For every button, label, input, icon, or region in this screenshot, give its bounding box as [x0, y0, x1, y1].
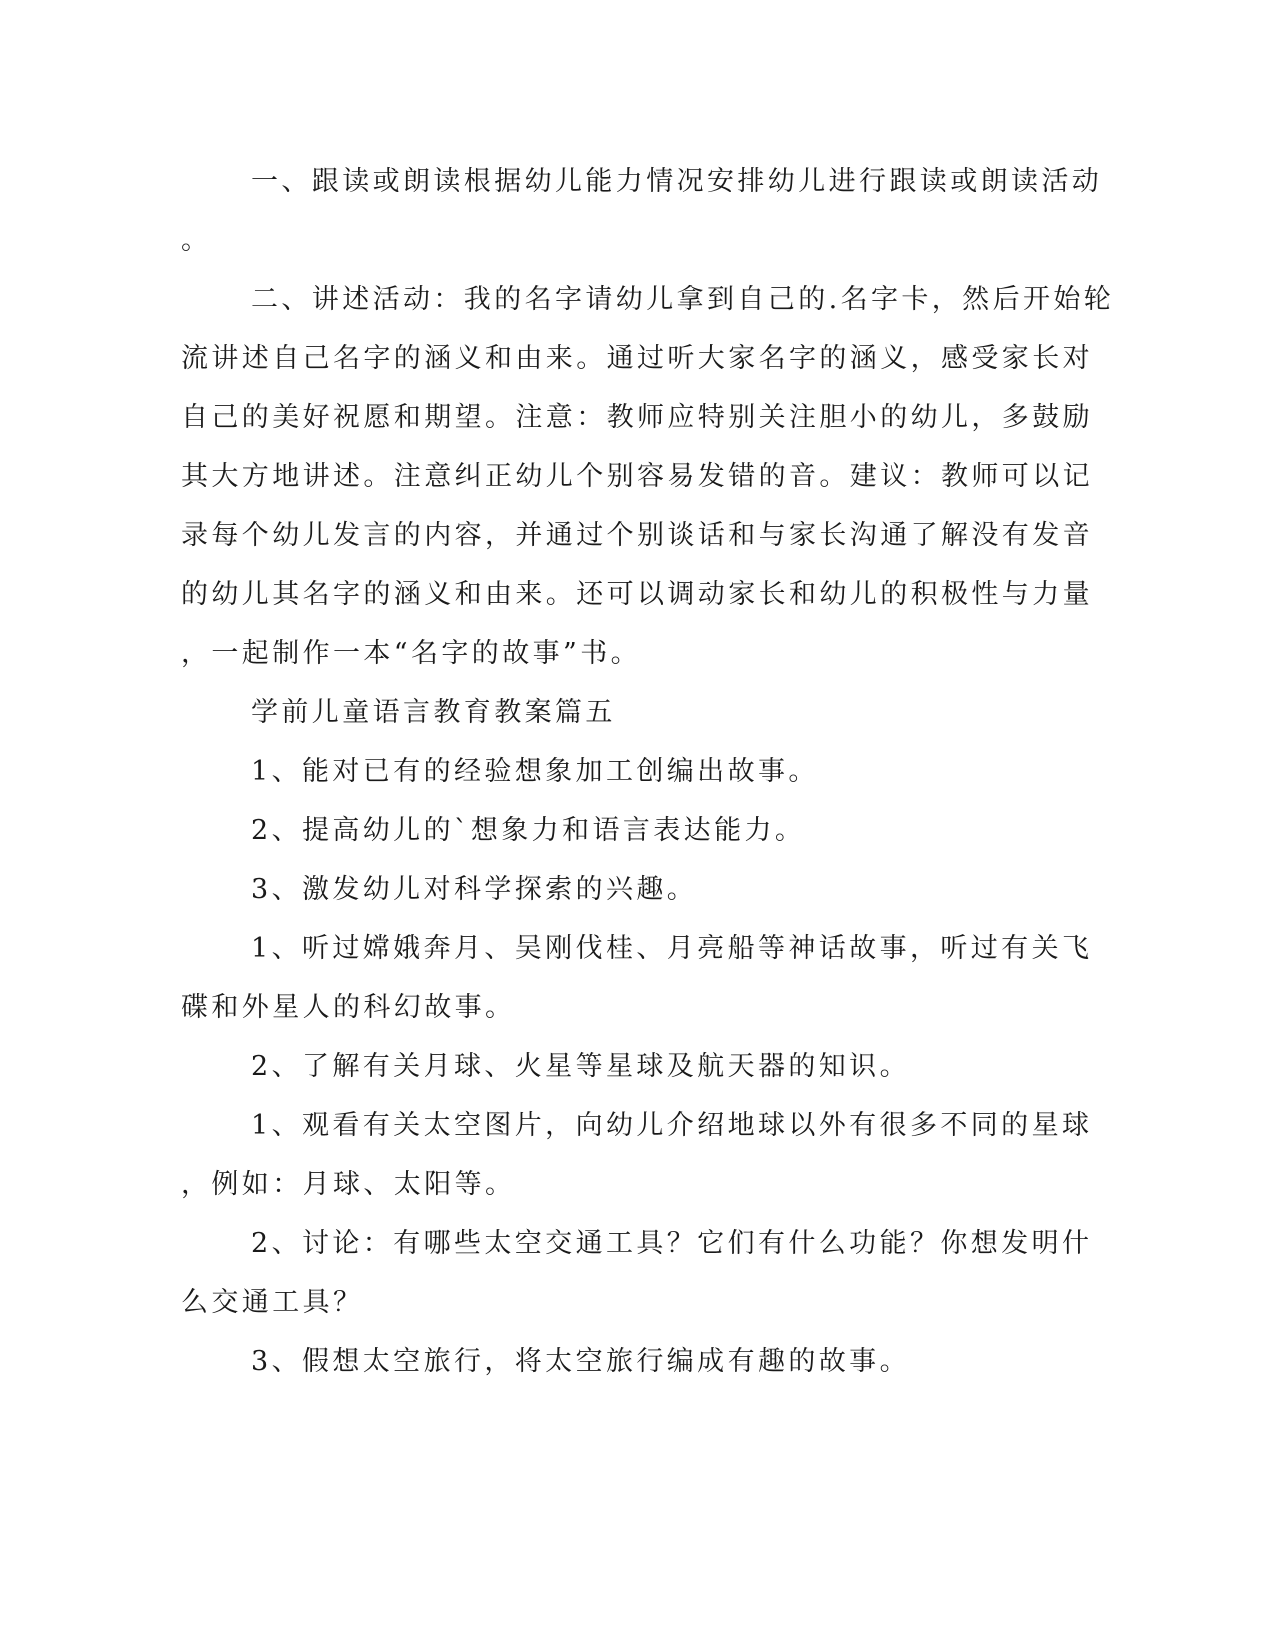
document-page — [181, 152, 1115, 1391]
paragraph-line: 二、讲述活动：我的名字请幼儿拿到自己的.名字卡，然后开始轮 — [251, 284, 1115, 315]
paragraph-line: ，例如：月球、太阳等。 — [181, 1169, 516, 1200]
preparation-item: 2、了解有关月球、火星等星球及航天器的知识。 — [251, 1051, 910, 1082]
preparation-item: 1、听过嫦娥奔月、吴刚伐桂、月亮船等神话故事，听过有关飞 — [251, 933, 1093, 964]
process-item: 3、假想太空旅行，将太空旅行编成有趣的故事。 — [251, 1346, 910, 1377]
process-item: 2、讨论：有哪些太空交通工具？它们有什么功能？你想发明什 — [251, 1228, 1093, 1259]
paragraph-line: ，一起制作一本“名字的故事”书。 — [181, 638, 642, 669]
goal-item: 2、提高幼儿的`想象力和语言表达能力。 — [251, 815, 806, 846]
paragraph-line: 自己的美好祝愿和期望。注意：教师应特别关注胆小的幼儿，多鼓励 — [181, 402, 1093, 433]
section-heading: 学前儿童语言教育教案篇五 — [251, 697, 616, 728]
goal-item: 1、能对已有的经验想象加工创编出故事。 — [251, 756, 819, 787]
paragraph-line: 一、跟读或朗读根据幼儿能力情况安排幼儿进行跟读或朗读活动 — [251, 166, 1103, 197]
paragraph-line: 。 — [181, 225, 212, 256]
paragraph-line: 录每个幼儿发言的内容，并通过个别谈话和与家长沟通了解没有发音 — [181, 520, 1093, 551]
paragraph-line: 的幼儿其名字的涵义和由来。还可以调动家长和幼儿的积极性与力量 — [181, 579, 1093, 610]
process-item: 1、观看有关太空图片，向幼儿介绍地球以外有很多不同的星球 — [251, 1110, 1093, 1141]
goal-item: 3、激发幼儿对科学探索的兴趣。 — [251, 874, 698, 905]
paragraph-line: 其大方地讲述。注意纠正幼儿个别容易发错的音。建议：教师可以记 — [181, 461, 1093, 492]
paragraph-line: 碟和外星人的科幻故事。 — [181, 992, 516, 1023]
paragraph-line: 么交通工具？ — [181, 1287, 364, 1318]
paragraph-line: 流讲述自己名字的涵义和由来。通过听大家名字的涵义，感受家长对 — [181, 343, 1093, 374]
